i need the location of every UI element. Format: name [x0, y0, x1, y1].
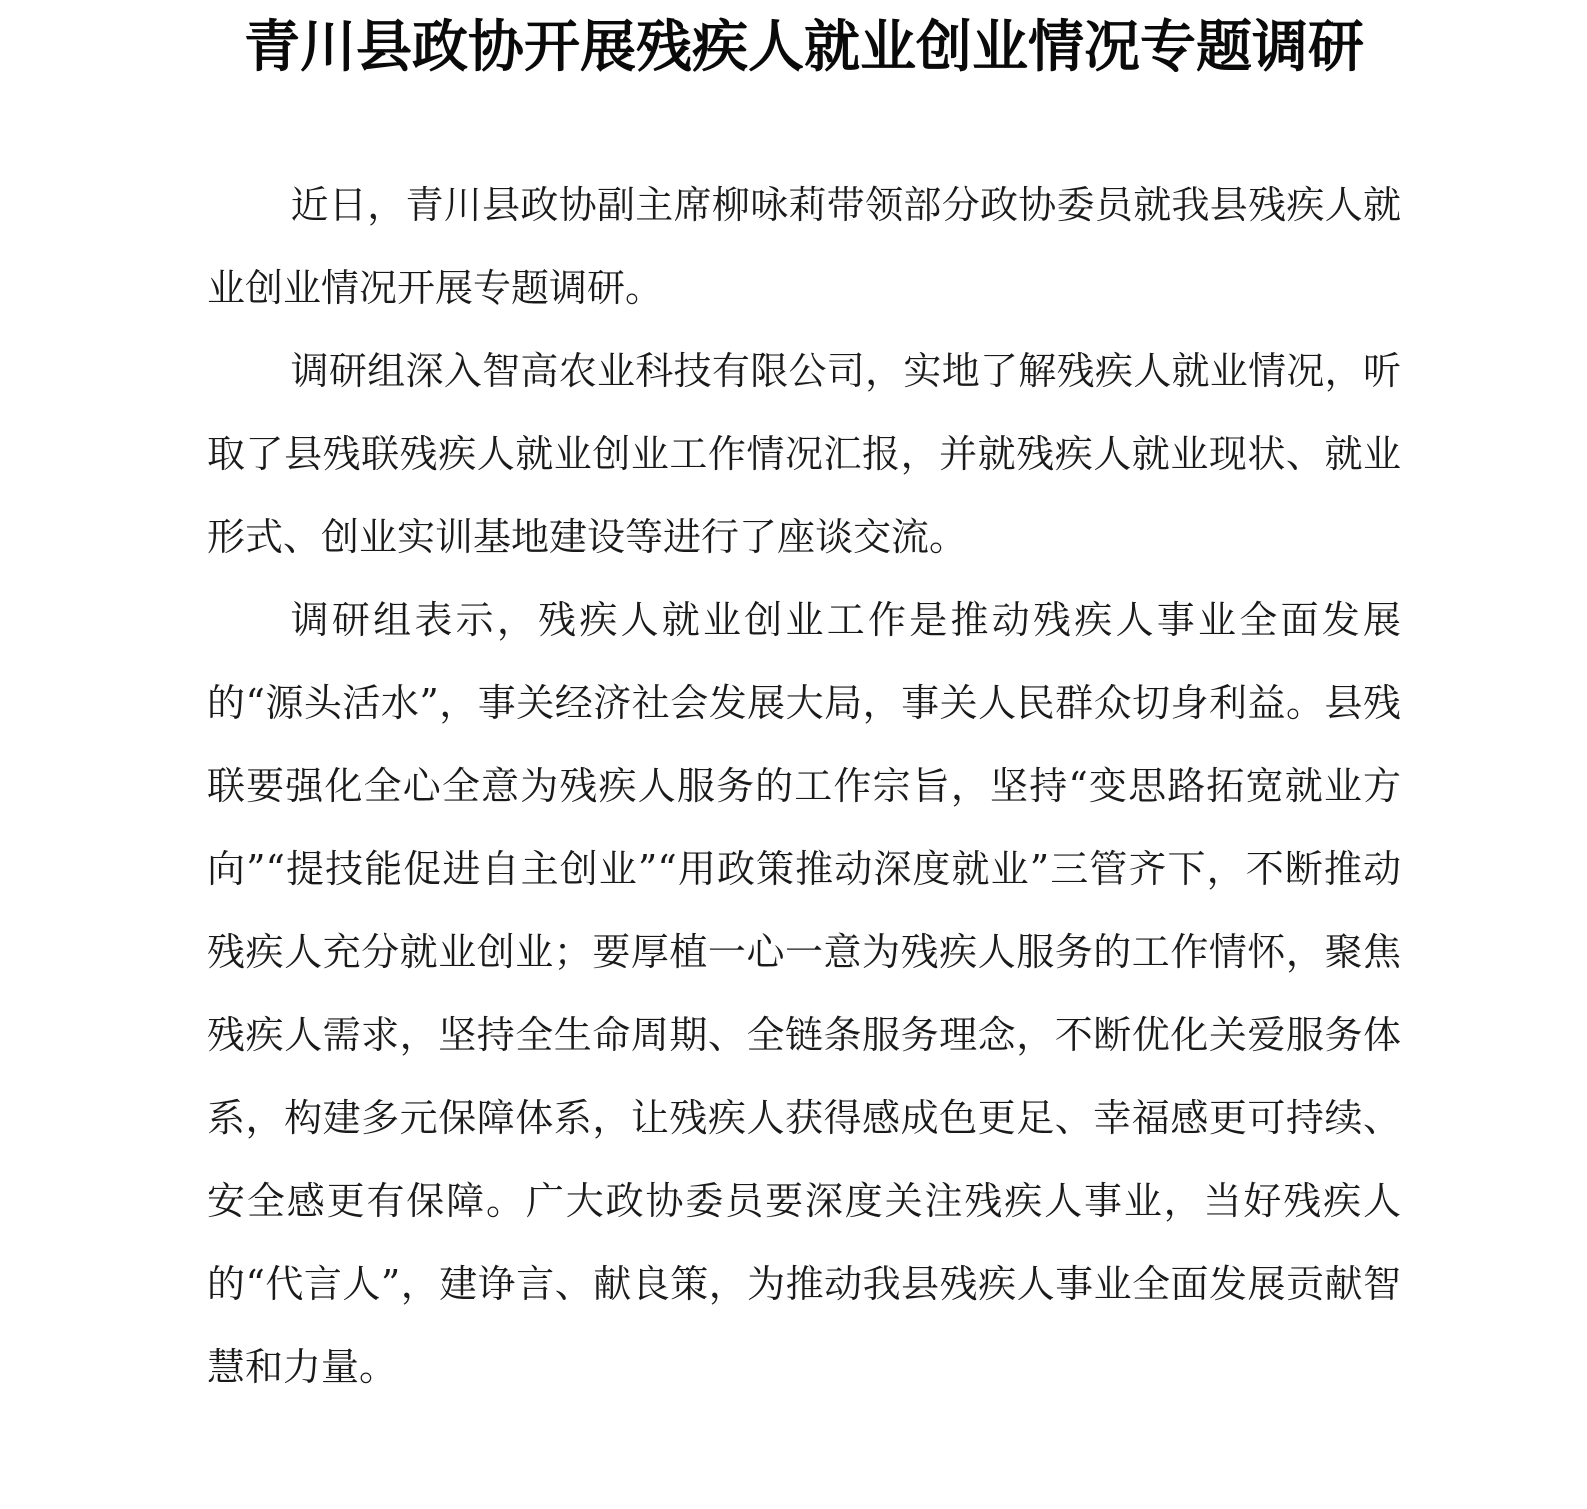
paragraph-1: 近日，青川县政协副主席柳咏莉带领部分政协委员就我县残疾人就业创业情况开展专题调研。: [207, 183, 1401, 310]
article-body: [207, 164, 1401, 1409]
paragraph-3: 调研组表示，残疾人就业创业工作是推动残疾人事业全面发展的“源头活水”，事关经济社会发展大局，事关人民群众切身利益。县残联要强化全心全意为残疾人服务的工作宗旨，坚持“变思路拓宽就业方向”“提技能促进自主创业”“用政策推动深度就业”三管齐下，不断推动残疾人充分就业创业；要厚植一心一意为残疾人服务的工作情怀，聚焦残疾人需求，坚持全生命周期、全链条服务理念，不断优化关爱服务体系，构建多元保障体系，让残疾人获得感成色更足、幸福感更可持续、安全感更有保障。广大政协委员要深度关注残疾人事业，当好残疾人的“代言人”，建诤言、献良策，为推动我县残疾人事业全面发展贡献智慧和力量。: [207, 598, 1401, 1389]
document-page: [207, 0, 1401, 1509]
article-title: 青川县政协开展残疾人就业创业情况专题调研: [244, 14, 1364, 80]
paragraph-2: 调研组深入智高农业科技有限公司，实地了解残疾人就业情况，听取了县残联残疾人就业创业工作情况汇报，并就残疾人就业现状、就业形式、创业实训基地建设等进行了座谈交流。: [207, 349, 1401, 559]
